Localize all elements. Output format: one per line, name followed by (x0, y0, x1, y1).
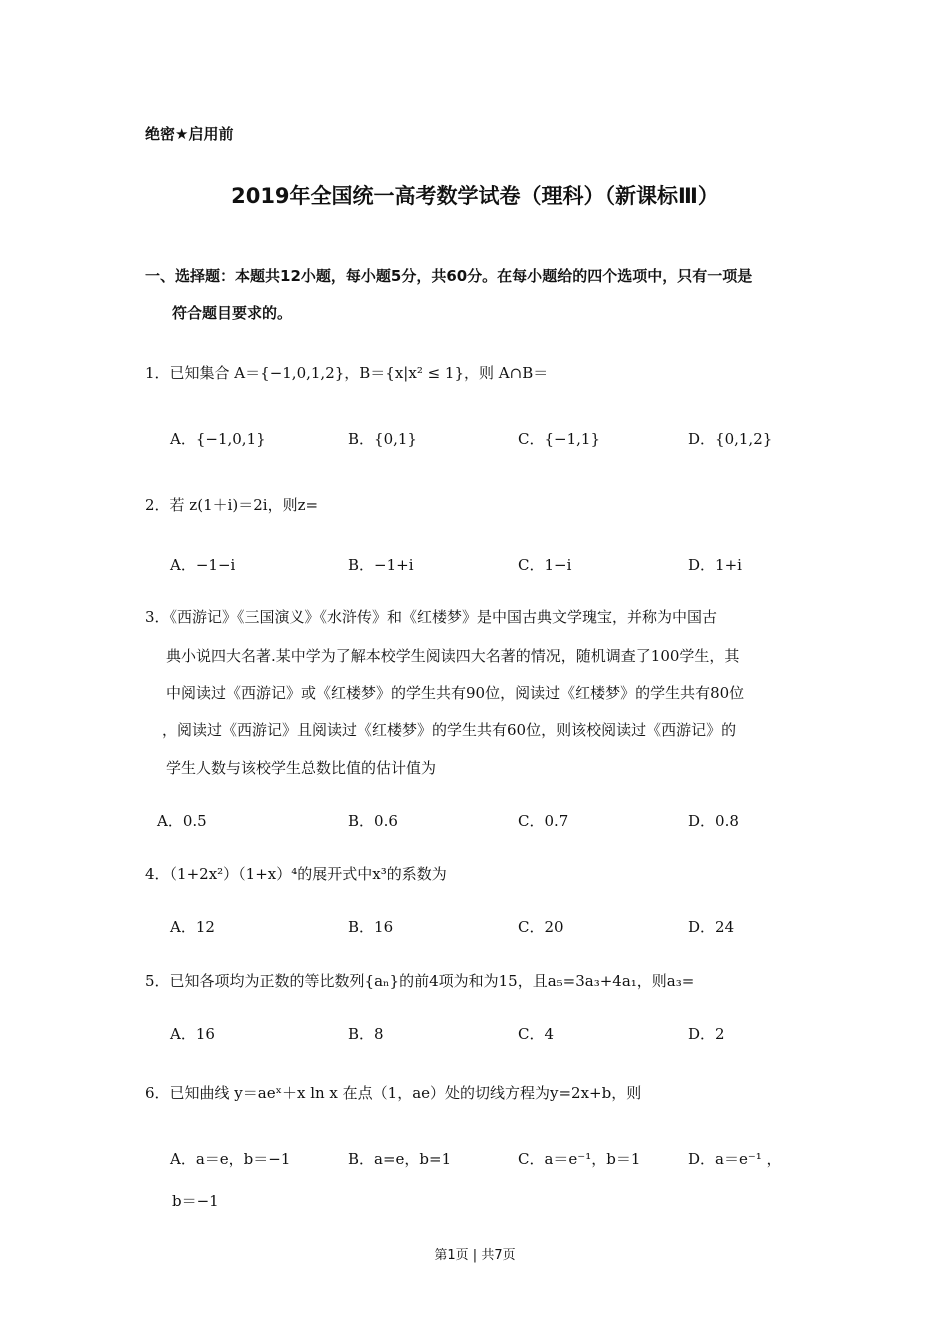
page-footer: 第1页 | 共7页 (434, 1248, 516, 1263)
q1-option-b: B．{0,1} (348, 430, 417, 448)
q2-option-a: A．−1−i (170, 556, 236, 574)
confidential-label: 绝密★启用前 (145, 125, 234, 143)
question-3-line-3: 中阅读过《西游记》或《红楼梦》的学生共有90位，阅读过《红楼梦》的学生共有80位 (166, 684, 745, 702)
q4-option-a: A．12 (170, 918, 215, 936)
q4-option-c: C．20 (518, 918, 564, 936)
question-5: 5．已知各项均为正数的等比数列{aₙ}的前4项为和为15，且a₅=3a₃+4a₁，则a₃= (145, 972, 695, 990)
q1-option-a: A．{−1,0,1} (170, 430, 266, 448)
q1-option-c: C．{−1,1} (518, 430, 600, 448)
question-3-line-5: 学生人数与该校学生总数比值的估计值为 (166, 759, 437, 777)
question-6: 6．已知曲线 y＝aeˣ＋x ln x 在点（1，ae）处的切线方程为y=2x+b，则 (145, 1084, 642, 1102)
question-2: 2．若 z(1＋i)＝2i，则z= (145, 496, 319, 514)
q2-option-c: C．1−i (518, 556, 572, 574)
q5-option-a: A．16 (170, 1025, 215, 1043)
q3-option-b: B．0.6 (348, 812, 398, 830)
q2-option-b: B．−1+i (348, 556, 414, 574)
question-1: 1．已知集合 A＝{−1,0,1,2}，B＝{x|x² ≤ 1}，则 A∩B＝ (145, 364, 549, 382)
q4-option-d: D．24 (688, 918, 735, 936)
page-title: 2019年全国统一高考数学试卷（理科）（新课标Ⅲ） (231, 184, 719, 208)
section-heading: 一、选择题：本题共12小题，每小题5分，共60分。在每小题给的四个选项中，只有一项是 (145, 267, 753, 285)
question-4: 4．（1+2x²）（1+x）⁴的展开式中x³的系数为 (145, 865, 447, 883)
q6-option-b: B．a=e，b=1 (348, 1150, 452, 1168)
q3-option-d: D．0.8 (688, 812, 739, 830)
q3-option-c: C．0.7 (518, 812, 569, 830)
q3-option-a: A．0.5 (157, 812, 207, 830)
q6-option-d-cont: b＝−1 (172, 1192, 219, 1210)
q6-option-a: A．a＝e，b＝−1 (170, 1150, 291, 1168)
q1-option-d: D．{0,1,2} (688, 430, 773, 448)
q2-option-d: D．1+i (688, 556, 742, 574)
question-3-line-1: 3．《西游记》《三国演义》《水浒传》和《红楼梦》是中国古典文学瑰宝，并称为中国古 (145, 608, 718, 626)
q5-option-d: D．2 (688, 1025, 725, 1043)
section-heading-cont: 符合题目要求的。 (172, 304, 293, 322)
q6-option-c: C．a＝e⁻¹，b＝1 (518, 1150, 641, 1168)
q5-option-c: C．4 (518, 1025, 555, 1043)
q4-option-b: B．16 (348, 918, 394, 936)
question-3-line-2: 典小说四大名著.某中学为了解本校学生阅读四大名著的情况，随机调查了100学生，其 (166, 647, 740, 665)
question-3-line-4: ，阅读过《西游记》且阅读过《红楼梦》的学生共有60位，则该校阅读过《西游记》的 (162, 721, 737, 739)
q5-option-b: B．8 (348, 1025, 384, 1043)
q6-option-d: D．a＝e⁻¹ ， (688, 1150, 782, 1168)
